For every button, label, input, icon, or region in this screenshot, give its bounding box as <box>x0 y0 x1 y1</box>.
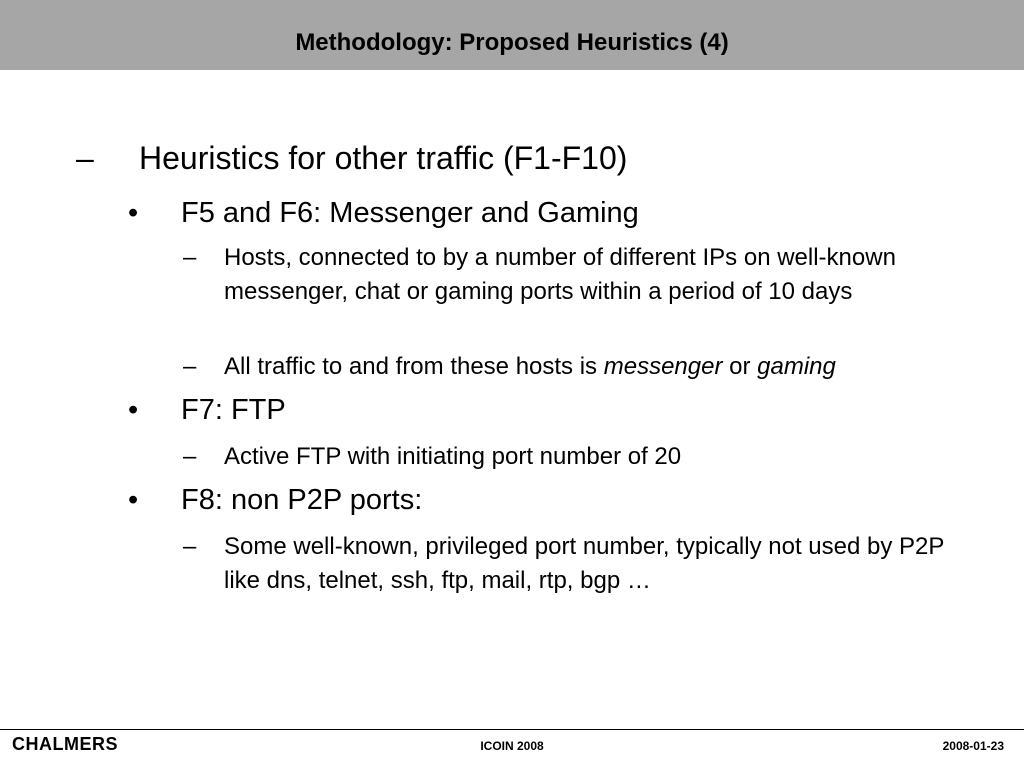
text-segment: All traffic to and from these hosts is <box>224 353 604 380</box>
bullet-label: F8: non P2P ports: <box>181 484 423 516</box>
bullet-marker: • <box>128 484 139 516</box>
chalmers-logo: CHALMERS <box>12 734 118 754</box>
bullet-label: F5 and F6: Messenger and Gaming <box>181 197 639 229</box>
dash-marker: – <box>183 353 197 380</box>
sub-item-text: Hosts, connected to by a number of different IPs on well-known messenger, chat or gaming ports within a period of 10 days <box>224 244 896 305</box>
sub-item-text: Active FTP with initiating port number of 20 <box>224 443 682 470</box>
text-segment: or <box>722 353 758 380</box>
bullet-marker: • <box>128 197 139 229</box>
emphasis-gaming: gaming <box>757 353 836 380</box>
dash-marker: – <box>183 533 197 560</box>
dash-marker: – <box>76 140 94 176</box>
sub-item-text: Some well-known, privileged port number, typically not used by P2P like dns, telnet, ssh, ftp, mail, rtp, bgp … <box>224 533 944 594</box>
heading-text: Heuristics for other traffic (F1-F10) <box>139 140 628 176</box>
dash-marker: – <box>183 443 197 470</box>
dash-marker: – <box>183 244 197 271</box>
footer-conference: ICOIN 2008 <box>480 739 544 753</box>
emphasis-messenger: messenger <box>603 353 723 380</box>
sub-item-text <box>224 350 964 384</box>
footer-date: 2008-01-23 <box>942 739 1004 753</box>
bullet-marker: • <box>128 394 139 426</box>
footer-divider <box>0 729 1024 730</box>
slide-title: Methodology: Proposed Heuristics (4) <box>295 29 729 56</box>
bullet-label: F7: FTP <box>181 394 286 426</box>
